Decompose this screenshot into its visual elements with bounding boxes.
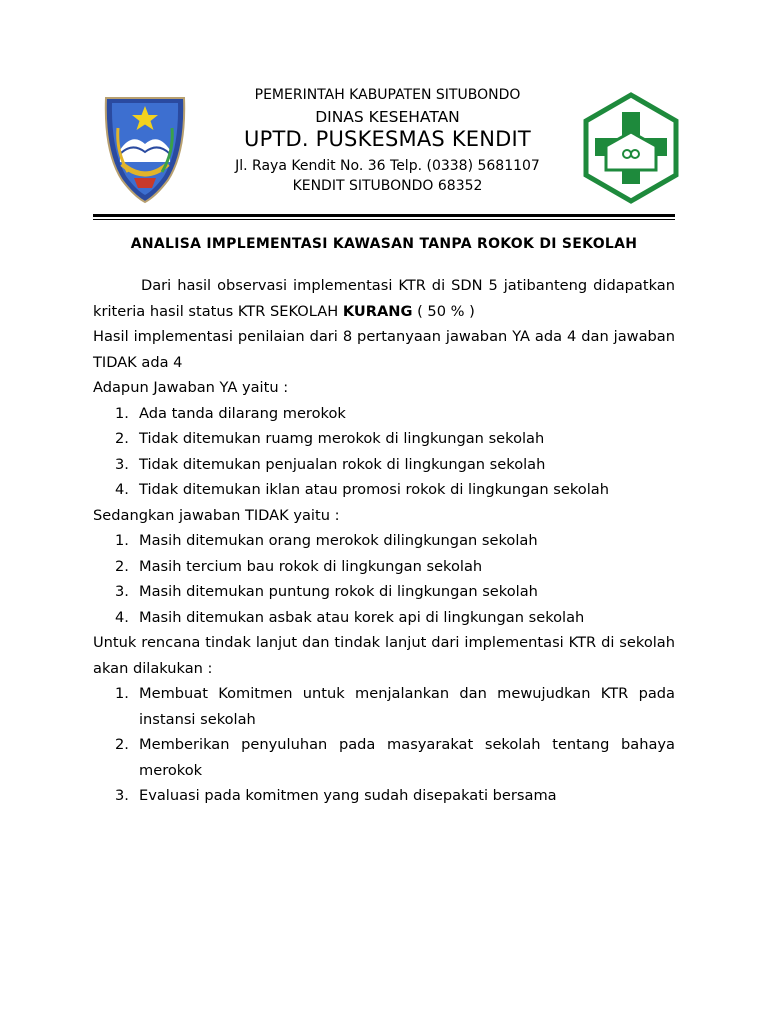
followup-heading: Untuk rencana tindak lanjut dan tindak lanjut dari implementasi KTR di sekolah akan dilakukan : bbox=[93, 634, 675, 677]
status-value: KURANG bbox=[342, 302, 413, 320]
list-item-text: Tidak ditemukan ruamg merokok di lingkungan sekolah bbox=[139, 430, 545, 447]
list-item bbox=[93, 528, 675, 554]
header-institution-name: UPTD. PUSKESMAS KENDIT bbox=[244, 127, 531, 151]
header-department-line: DINAS KESEHATAN bbox=[315, 108, 460, 126]
intro-paragraph bbox=[93, 273, 675, 324]
list-item bbox=[93, 426, 675, 452]
list-number: 3. bbox=[115, 583, 129, 600]
puskesmas-logo bbox=[582, 92, 680, 204]
list-item-text: Masih ditemukan orang merokok dilingkungan sekolah bbox=[139, 532, 538, 549]
list-item bbox=[93, 554, 675, 580]
list-number: 4. bbox=[115, 481, 129, 498]
list-item-text: Tidak ditemukan penjualan rokok di lingkungan sekolah bbox=[139, 455, 546, 473]
header-government-line: PEMERINTAH KABUPATEN SITUBONDO bbox=[254, 87, 521, 103]
list-number: 1. bbox=[115, 532, 129, 549]
list-number: 3. bbox=[115, 455, 129, 473]
list-number: 3. bbox=[115, 787, 129, 804]
list-number: 4. bbox=[115, 608, 129, 626]
summary-paragraph: Hasil implementasi penilaian dari 8 pertanyaan jawaban YA ada 4 dan jawaban TIDAK ada 4 bbox=[93, 328, 675, 371]
yes-answer-list bbox=[93, 401, 675, 503]
list-item-text: Ada tanda dilarang merokok bbox=[139, 404, 346, 422]
document-body bbox=[93, 273, 675, 809]
header-address-line: Jl. Raya Kendit No. 36 Telp. (0338) 5681107 bbox=[235, 158, 540, 174]
list-item bbox=[93, 477, 675, 503]
yes-heading: Adapun Jawaban YA yaitu : bbox=[93, 379, 289, 396]
no-heading: Sedangkan jawaban TIDAK yaitu : bbox=[93, 506, 340, 524]
list-item bbox=[93, 605, 675, 631]
intro-percentage: ( 50 % ) bbox=[412, 302, 475, 320]
list-item-text: Membuat Komitmen untuk menjalankan dan mewujudkan KTR pada instansi sekolah bbox=[139, 685, 675, 728]
document-title: ANALISA IMPLEMENTASI KAWASAN TANPA ROKOK DI SEKOLAH bbox=[130, 236, 638, 252]
header-city-line: KENDIT SITUBONDO 68352 bbox=[292, 178, 483, 194]
list-item-text: Masih tercium bau rokok di lingkungan sekolah bbox=[139, 557, 483, 575]
intro-text: Dari hasil observasi implementasi KTR di SDN 5 jatibanteng didapatkan kriteria hasil status KTR SEKOLAH bbox=[93, 277, 675, 320]
list-item bbox=[93, 401, 675, 427]
list-item bbox=[93, 783, 675, 809]
list-item bbox=[93, 732, 675, 783]
regency-emblem-logo bbox=[98, 92, 192, 204]
list-item bbox=[93, 579, 675, 605]
list-number: 2. bbox=[115, 557, 129, 575]
list-item bbox=[93, 452, 675, 478]
no-answer-list bbox=[93, 528, 675, 630]
list-item bbox=[93, 681, 675, 732]
list-item-text: Memberikan penyuluhan pada masyarakat sekolah tentang bahaya merokok bbox=[139, 736, 675, 779]
list-number: 1. bbox=[115, 404, 129, 422]
list-number: 2. bbox=[115, 430, 129, 447]
list-item-text: Masih ditemukan asbak atau korek api di lingkungan sekolah bbox=[139, 608, 585, 626]
list-number: 2. bbox=[115, 736, 129, 753]
header-divider-thick bbox=[93, 214, 675, 217]
list-number: 1. bbox=[115, 685, 129, 702]
header-divider-thin bbox=[93, 219, 675, 220]
followup-list bbox=[93, 681, 675, 809]
list-item-text: Masih ditemukan puntung rokok di lingkungan sekolah bbox=[139, 583, 538, 600]
list-item-text: Evaluasi pada komitmen yang sudah disepakati bersama bbox=[139, 787, 557, 804]
list-item-text: Tidak ditemukan iklan atau promosi rokok di lingkungan sekolah bbox=[139, 481, 609, 498]
